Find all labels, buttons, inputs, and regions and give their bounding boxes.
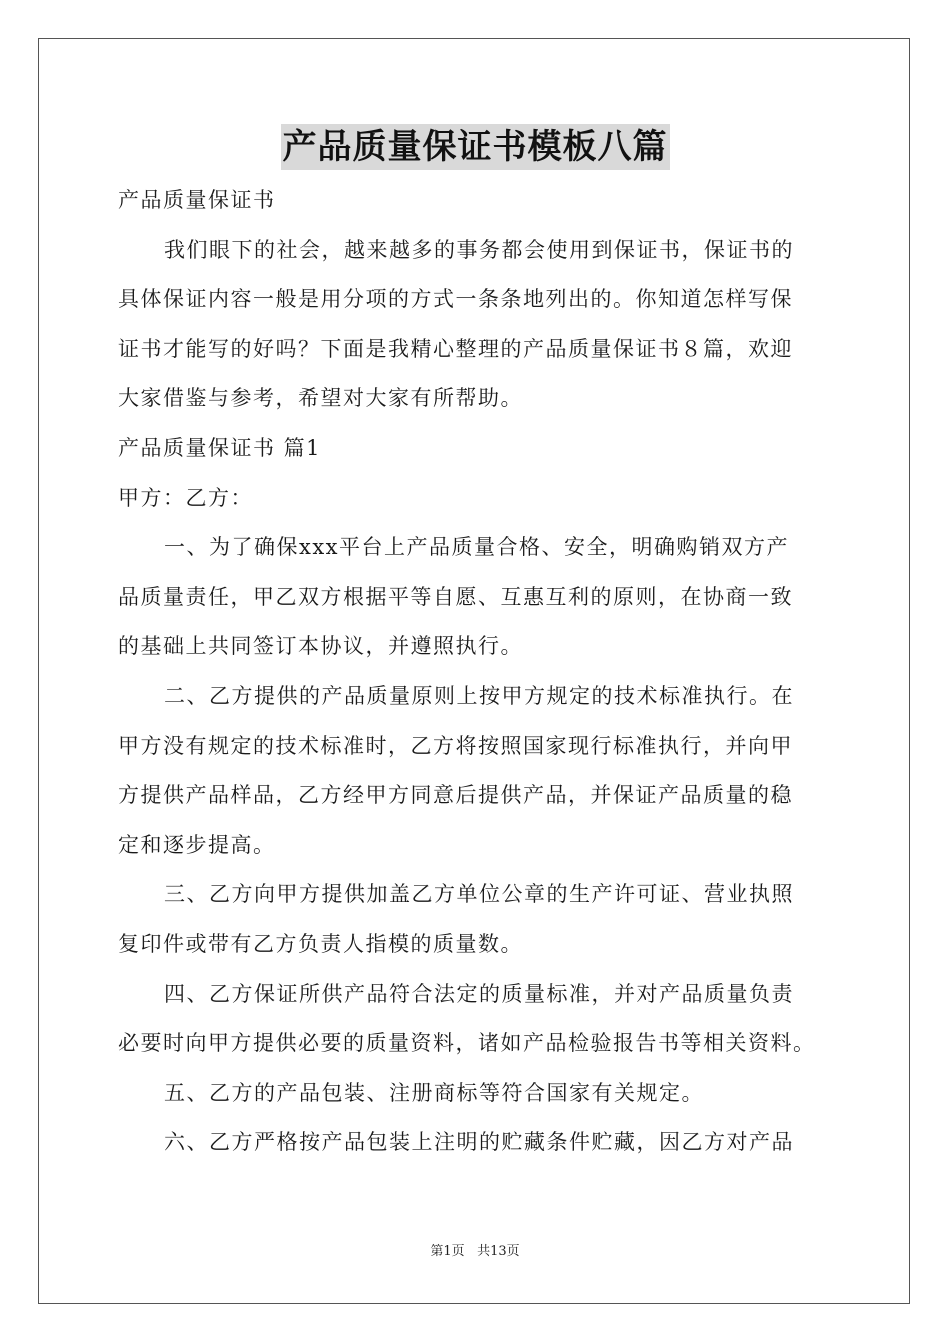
text-line: 一、为了确保xxx平台上产品质量合格、安全，明确购销双方产 xyxy=(164,535,790,560)
title-container xyxy=(0,124,950,170)
text-line: 六、乙方严格按产品包装上注明的贮藏条件贮藏，因乙方对产品 xyxy=(164,1130,794,1155)
text-line: 定和逐步提高。 xyxy=(118,832,276,857)
text-line: 的基础上共同签订本协议，并遵照执行。 xyxy=(118,634,523,659)
text-line: 复印件或带有乙方负责人指模的质量数。 xyxy=(118,931,523,956)
text-line: 甲方没有规定的技术标准时，乙方将按照国家现行标准执行，并向甲 xyxy=(118,733,793,758)
text-line: 我们眼下的社会，越来越多的事务都会使用到保证书，保证书的 xyxy=(164,237,794,262)
text-line: 产品质量保证书 xyxy=(118,188,276,212)
text-line: 产品质量保证书 篇1 xyxy=(118,435,322,460)
text-line: 四、乙方保证所供产品符合法定的质量标准，并对产品质量负责 xyxy=(164,981,794,1006)
text-line: 三、乙方向甲方提供加盖乙方单位公章的生产许可证、营业执照 xyxy=(164,882,794,907)
text-line: 甲方：乙方： xyxy=(118,485,253,510)
text-line: 二、乙方提供的产品质量原则上按甲方规定的技术标准执行。在 xyxy=(164,683,794,708)
text-line: 大家借鉴与参考，希望对大家有所帮助。 xyxy=(118,386,523,411)
document-body xyxy=(118,176,834,1168)
text-line: 必要时向甲方提供必要的质量资料，诸如产品检验报告书等相关资料。 xyxy=(118,1031,816,1056)
document-title: 产品质量保证书模板八篇 xyxy=(281,124,670,170)
page-footer xyxy=(0,1243,950,1261)
text-line: 五、乙方的产品包装、注册商标等符合国家有关规定。 xyxy=(164,1080,704,1105)
text-line: 证书才能写的好吗？下面是我精心整理的产品质量保证书８篇，欢迎 xyxy=(118,336,793,361)
page-number: 第1页 xyxy=(430,1244,465,1259)
text-line: 方提供产品样品，乙方经甲方同意后提供产品，并保证产品质量的稳 xyxy=(118,783,793,808)
page-total: 共13页 xyxy=(477,1244,520,1259)
text-line: 具体保证内容一般是用分项的方式一条条地列出的。你知道怎样写保 xyxy=(118,287,793,312)
text-line: 品质量责任，甲乙双方根据平等自愿、互惠互利的原则，在协商一致 xyxy=(118,584,793,609)
